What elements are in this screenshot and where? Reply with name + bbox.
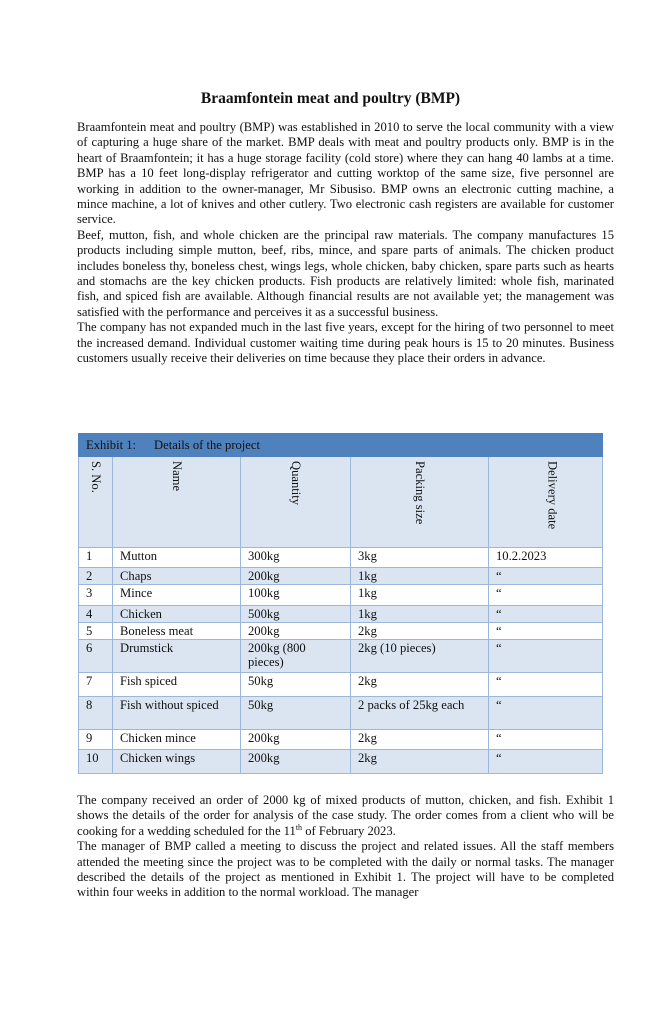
- cell-packing-size: 2kg: [351, 623, 489, 640]
- cell-packing-size: 2kg: [351, 750, 489, 774]
- table-row: [79, 568, 603, 585]
- cell-name: Fish without spiced: [113, 697, 241, 730]
- cell-delivery-date: 10.2.2023: [489, 548, 603, 568]
- cell-delivery-date: “: [489, 640, 603, 673]
- cell-name: Chaps: [113, 568, 241, 585]
- cell-quantity: 200kg: [241, 730, 351, 750]
- paragraph-company-background: Braamfontein meat and poultry (BMP) was established in 2010 to serve the local community with a view of capturing a huge share of the market. BMP deals with meat and poultry products only. BMP is in the heart of Braamfontein; it has a huge storage facility (cold store) where they can hang 40 lambs at a time. BMP has a 10 feet long-display refrigerator and cutting worktop of the same size, five personnel are working in addition to the owner-manager, Mr Sibusiso. BMP owns an electronic cutting machine, a mince machine, a lot of knives and other cutlery. Two electronic cash registers are available for customer service.: [77, 120, 614, 227]
- cell-sno: 6: [79, 640, 113, 673]
- cell-packing-size: 1kg: [351, 606, 489, 623]
- exhibit-caption-row: [79, 434, 603, 457]
- exhibit-body: [79, 548, 603, 774]
- cell-packing-size: 2kg (10 pieces): [351, 640, 489, 673]
- cell-quantity: 50kg: [241, 673, 351, 697]
- cell-sno: 2: [79, 568, 113, 585]
- cell-delivery-date: “: [489, 673, 603, 697]
- cell-packing-size: 2kg: [351, 673, 489, 697]
- exhibit-caption-text: Details of the project: [154, 438, 260, 452]
- intro-paragraphs: [77, 120, 614, 367]
- cell-quantity: 100kg: [241, 585, 351, 606]
- exhibit-table: [78, 433, 603, 774]
- cell-delivery-date: “: [489, 585, 603, 606]
- table-row: [79, 750, 603, 774]
- header-sno: S. No.: [79, 457, 113, 548]
- exhibit-label: Exhibit 1:: [86, 438, 137, 452]
- cell-quantity: 200kg (800 pieces): [241, 640, 351, 673]
- cell-packing-size: 1kg: [351, 568, 489, 585]
- cell-sno: 7: [79, 673, 113, 697]
- document-title: Braamfontein meat and poultry (BMP): [200, 90, 461, 107]
- cell-sno: 10: [79, 750, 113, 774]
- table-row: [79, 585, 603, 606]
- table-row: [79, 697, 603, 730]
- cell-delivery-date: “: [489, 697, 603, 730]
- paragraph-raw-materials: Beef, mutton, fish, and whole chicken are the principal raw materials. The company manufactures 15 products including simple mutton, beef, ribs, mince, and spare parts of animals. The chicken product includes boneless thy, boneless chest, wings legs, whole chicken, baby chicken, spare parts such as hearts and stomachs are the key chicken products. Fish products are relatively limited: whole fish, marinated fish, and spiced fish are available. Although financial results are not available yet; the management was satisfied with the performance and perceives it as a successful business.: [77, 227, 614, 319]
- header-name: Name: [113, 457, 241, 548]
- cell-quantity: 500kg: [241, 606, 351, 623]
- cell-sno: 3: [79, 585, 113, 606]
- table-row: [79, 640, 603, 673]
- cell-sno: 4: [79, 606, 113, 623]
- cell-packing-size: 2kg: [351, 730, 489, 750]
- cell-delivery-date: “: [489, 606, 603, 623]
- table-row: [79, 730, 603, 750]
- cell-delivery-date: “: [489, 568, 603, 585]
- table-row: [79, 673, 603, 697]
- cell-quantity: 200kg: [241, 568, 351, 585]
- cell-quantity: 200kg: [241, 623, 351, 640]
- header-packing-size: Packing size: [351, 457, 489, 548]
- cell-sno: 9: [79, 730, 113, 750]
- table-row: [79, 606, 603, 623]
- cell-name: Drumstick: [113, 640, 241, 673]
- header-delivery-date: Delivery date: [489, 457, 603, 548]
- cell-packing-size: 2 packs of 25kg each: [351, 697, 489, 730]
- cell-name: Fish spiced: [113, 673, 241, 697]
- cell-quantity: 200kg: [241, 750, 351, 774]
- paragraph-meeting: The manager of BMP called a meeting to discuss the project and related issues. All the staff members attended the meeting since the project was to be completed with the daily or normal tasks. The manager described the details of the project as mentioned in Exhibit 1. The project will have to be completed within four weeks in addition to the normal workload. The manager: [77, 839, 614, 900]
- header-quantity: Quantity: [241, 457, 351, 548]
- paragraph-order: The company received an order of 2000 kg of mixed products of mutton, chicken, and fish. Exhibit 1 shows the details of the order for analysis of the case study. The order comes from a client who will be cooking for a wedding scheduled for the 11th of February 2023.: [77, 793, 614, 838]
- exhibit-header-row: [79, 457, 603, 548]
- cell-name: Chicken: [113, 606, 241, 623]
- cell-packing-size: 3kg: [351, 548, 489, 568]
- cell-name: Chicken wings: [113, 750, 241, 774]
- table-row: [79, 548, 603, 568]
- cell-quantity: 300kg: [241, 548, 351, 568]
- cell-sno: 8: [79, 697, 113, 730]
- cell-packing-size: 1kg: [351, 585, 489, 606]
- closing-paragraphs: [77, 793, 614, 901]
- cell-delivery-date: “: [489, 623, 603, 640]
- cell-name: Chicken mince: [113, 730, 241, 750]
- cell-delivery-date: “: [489, 750, 603, 774]
- cell-quantity: 50kg: [241, 697, 351, 730]
- cell-sno: 1: [79, 548, 113, 568]
- exhibit-caption: [79, 434, 603, 457]
- cell-name: Mince: [113, 585, 241, 606]
- cell-sno: 5: [79, 623, 113, 640]
- cell-name: Mutton: [113, 548, 241, 568]
- cell-delivery-date: “: [489, 730, 603, 750]
- paragraph-expansion: The company has not expanded much in the last five years, except for the hiring of two personnel to meet the increased demand. Individual customer waiting time during peak hours is 15 to 20 minutes. Business customers usually receive their deliveries on time because they place their orders in advance.: [77, 320, 614, 366]
- cell-name: Boneless meat: [113, 623, 241, 640]
- table-row: [79, 623, 603, 640]
